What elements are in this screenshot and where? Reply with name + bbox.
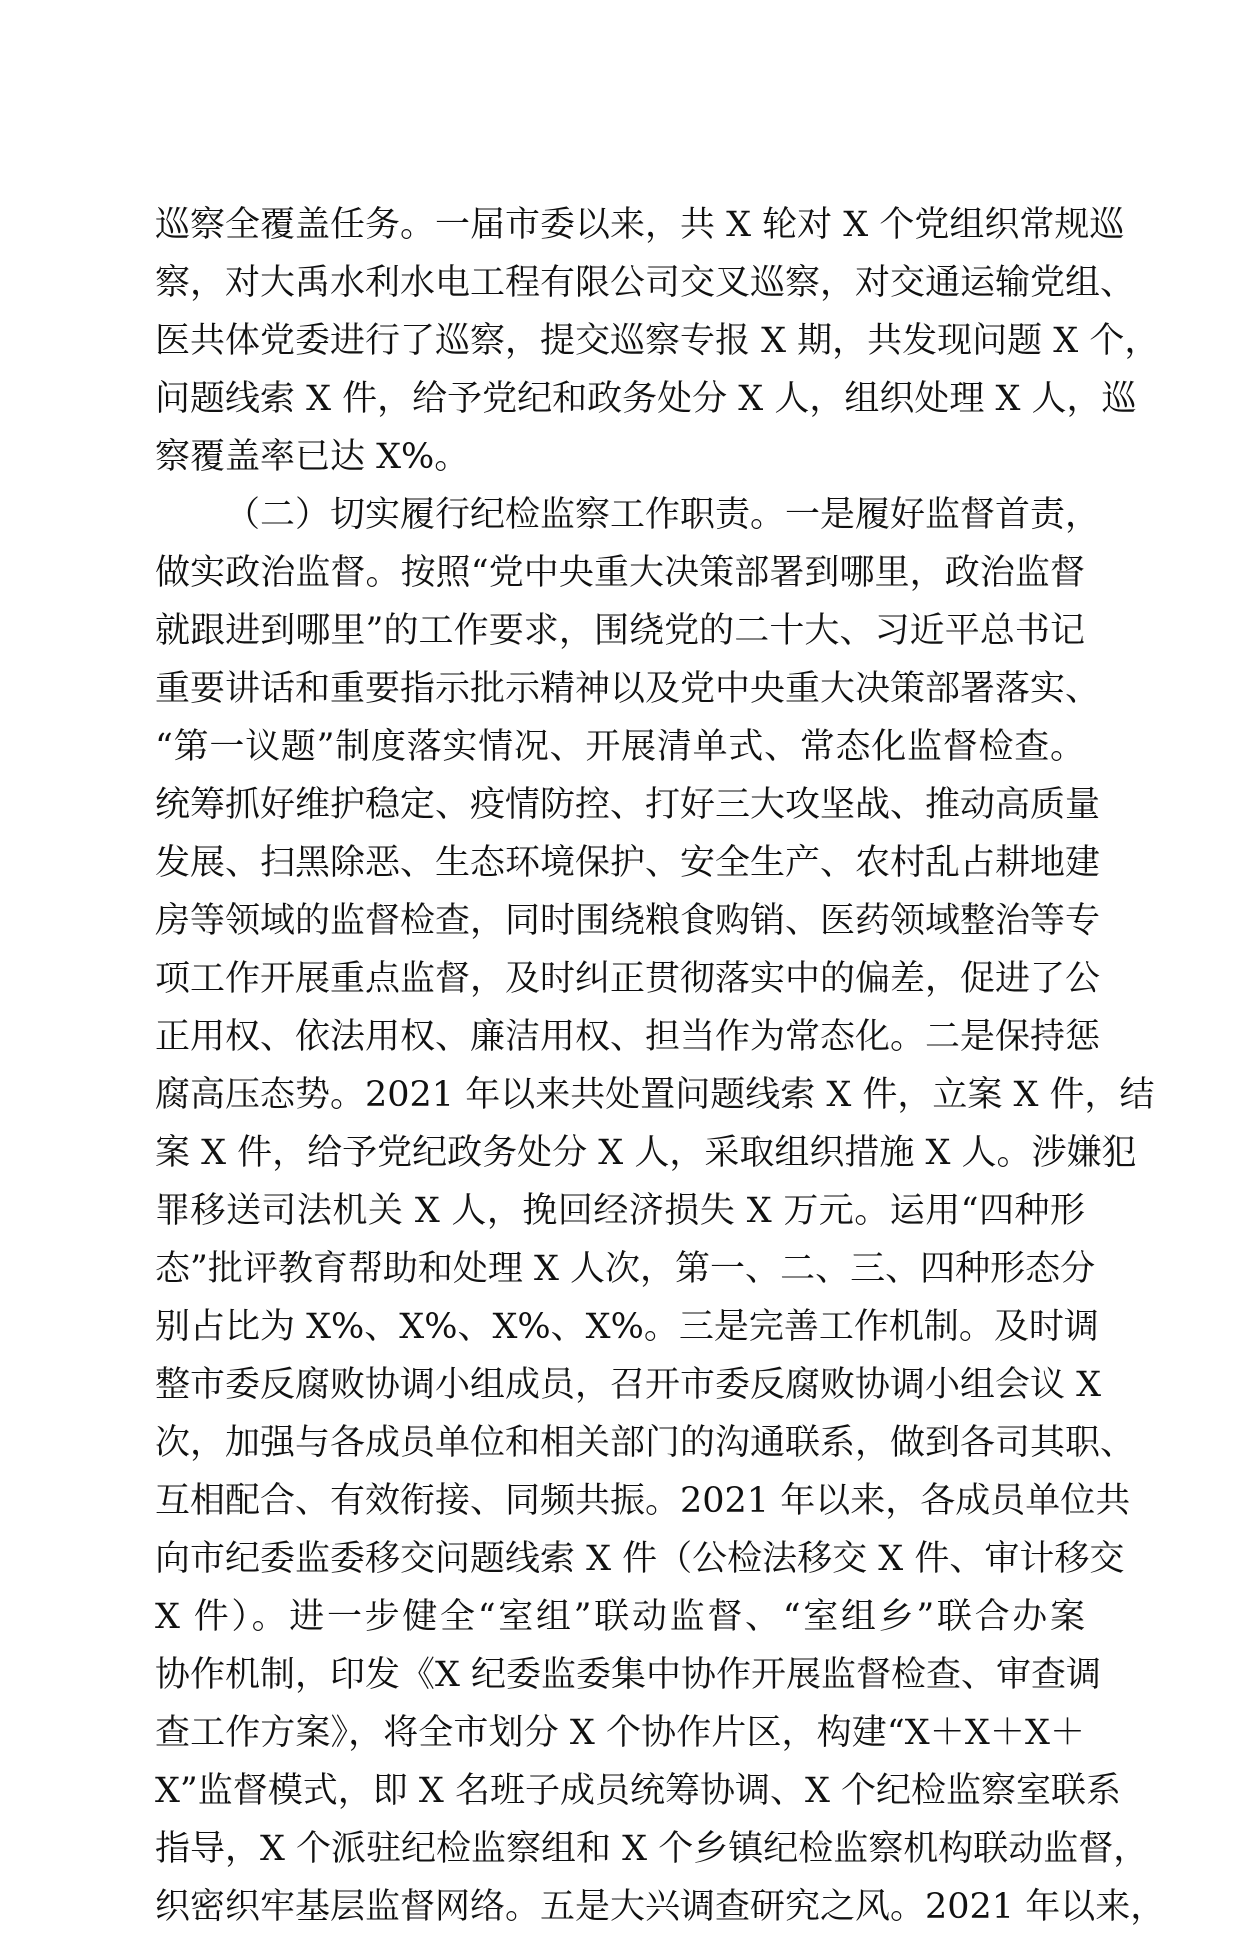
text-line: 巡察全覆盖任务。一届市委以来，共 X 轮对 X 个党组织常规巡 (155, 205, 1125, 245)
text-line: 就跟进到哪里”的工作要求，围绕党的二十大、习近平总书记 (155, 611, 1085, 651)
text-line: 案 X 件，给予党纪政务处分 X 人，采取组织措施 X 人。涉嫌犯 (155, 1133, 1137, 1173)
text-line: 发展、扫黑除恶、生态环境保护、安全生产、农村乱占耕地建 (155, 843, 1101, 883)
text-line: 互相配合、有效衔接、同频共振。2021 年以来，各成员单位共 (155, 1481, 1131, 1521)
text-line: 向市纪委监委移交问题线索 X 件（公检法移交 X 件、审计移交 (155, 1539, 1125, 1579)
text-line: 正用权、依法用权、廉洁用权、担当作为常态化。二是保持惩 (155, 1017, 1101, 1057)
text-line: 态”批评教育帮助和处理 X 人次，第一、二、三、四种形态分 (155, 1249, 1096, 1289)
text-line: 整市委反腐败协调小组成员，召开市委反腐败协调小组会议 X (155, 1365, 1102, 1405)
text-line: “第一议题”制度落实情况、开展清单式、常态化监督检查。 (155, 727, 1085, 767)
text-line: X 件）。进一步健全“室组”联动监督、“室组乡”联合办案 (155, 1597, 1085, 1637)
text-line: 查工作方案》，将全市划分 X 个协作片区，构建“X＋X＋X＋ (155, 1713, 1085, 1753)
text-line: 察覆盖率已达 X%。 (155, 437, 470, 477)
text-line: 统筹抓好维护稳定、疫情防控、打好三大攻坚战、推动高质量 (155, 785, 1101, 825)
text-line: 医共体党委进行了巡察，提交巡察专报 X 期，共发现问题 X 个， (155, 321, 1160, 361)
text-line: 做实政治监督。按照“党中央重大决策部署到哪里，政治监督 (155, 553, 1085, 593)
text-line: 项工作开展重点监督，及时纠正贯彻落实中的偏差，促进了公 (155, 959, 1101, 999)
text-line: 腐高压态势。2021 年以来共处置问题线索 X 件，立案 X 件，结 (155, 1075, 1155, 1115)
text-line: 房等领域的监督检查，同时围绕粮食购销、医药领域整治等专 (155, 901, 1101, 941)
text-line: 别占比为 X%、X%、X%、X%。三是完善工作机制。及时调 (155, 1307, 1099, 1347)
text-line: 察，对大禹水利水电工程有限公司交叉巡察，对交通运输党组、 (155, 263, 1136, 303)
text-line: 织密织牢基层监督网络。五是大兴调查研究之风。2021 年以来， (155, 1887, 1166, 1927)
text-line: 指导，X 个派驻纪检监察组和 X 个乡镇纪检监察机构联动监督， (155, 1829, 1149, 1869)
body-text (155, 196, 1166, 1936)
section-heading-line: （二）切实履行纪检监察工作职责。一是履好监督首责， (225, 495, 1101, 535)
text-line: 次，加强与各成员单位和相关部门的沟通联系，做到各司其职、 (155, 1423, 1136, 1463)
text-line: 重要讲话和重要指示批示精神以及党中央重大决策部署落实、 (155, 669, 1101, 709)
text-line: X”监督模式，即 X 名班子成员统筹协调、X 个纪检监察室联系 (155, 1771, 1122, 1811)
text-line: 协作机制，印发《X 纪委监委集中协作开展监督检查、审查调 (155, 1655, 1102, 1695)
text-line: 罪移送司法机关 X 人，挽回经济损失 X 万元。运用“四种形 (155, 1191, 1085, 1231)
text-line: 问题线索 X 件，给予党纪和政务处分 X 人，组织处理 X 人，巡 (155, 379, 1137, 419)
